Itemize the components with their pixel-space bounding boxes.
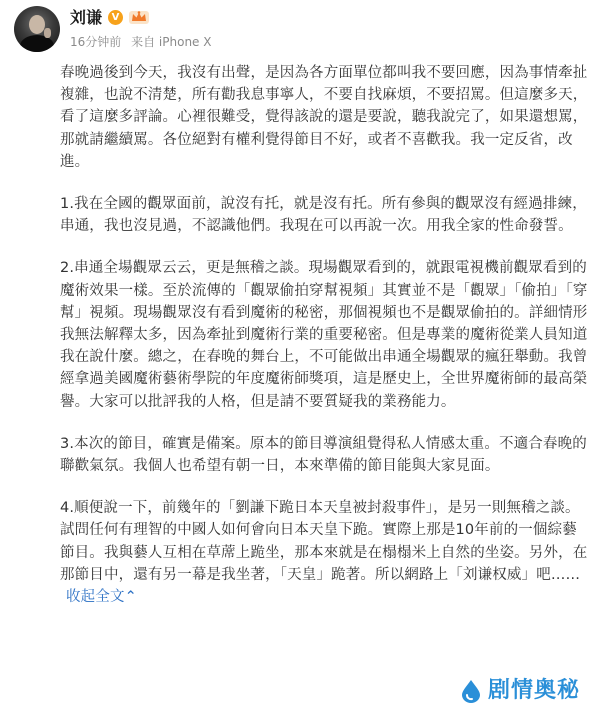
droplet-logo-icon: [458, 678, 484, 704]
watermark: [456, 676, 596, 706]
post-paragraph-text: 4.順便說一下，前幾年的「劉謙下跪日本天皇被封殺事件」，是另一則無稽之談。試問任何有理智的中國人如何會向日本天皇下跪。實際上那是10年前的一個綜藝節目。我與藝人互相在草蓆上跪坐，那本來就是在榻榻米上自然的坐姿。另外，在那節目中，還有另一幕是我坐著，「天皇」跪著。所以網路上「刘谦权威」吧……: [60, 500, 588, 583]
chevron-up-icon: ⌃: [124, 589, 137, 606]
crown-member-icon[interactable]: [128, 8, 150, 26]
post-paragraph: 春晚過後到今天，我沒有出聲，是因為各方面單位都叫我不要回應，因為事情牽扯複雜，也說不清楚，所有勸我息事寧人，不要自找麻煩，不要招罵。但這麼多天，看了這麼多評論。心裡很難受，覺得該說的還是要說，聽我說完了，如果還想罵，那就請繼續罵。各位絕對有權利覺得節目不好，或者不喜歡我。我一定反省，改進。: [60, 65, 588, 170]
post-paragraph: 2.串通全場觀眾云云，更是無稽之談。現場觀眾看到的，就跟電視機前觀眾看到的魔術效果一樣。至於流傳的「觀眾偷拍穿幫視頻」其實並不是「觀眾」「偷拍」「穿幫」視頻。現場觀眾沒有看到魔術的秘密，那個視頻也不是觀眾偷拍的。詳細情形我無法解釋太多，因為牽扯到魔術行業的重要秘密。但是專業的魔術從業人員知道我在說什麼。總之，在春晚的舞台上，不可能做出串通全場觀眾的瘋狂舉動。我曾經拿過美國魔術藝術學院的年度魔術師獎項，這是歷史上，全世界魔術師的最高榮譽。大家可以批評我的人格，但是請不要質疑我的業務能力。: [60, 260, 588, 410]
avatar[interactable]: [14, 6, 60, 52]
collapse-text-link[interactable]: [66, 589, 137, 605]
watermark-text: 剧情奥秘: [488, 678, 581, 703]
post-paragraph-last: [60, 497, 590, 608]
post-time: 16分钟前: [70, 35, 122, 49]
post-paragraph: 3.本次的節目，確實是備案。原本的節目導演組覺得私人情感太重。不適合春晚的聯歡氣氛。我個人也希望有朝一日，本來準備的節目能與大家見面。: [60, 435, 587, 475]
post-header: [0, 0, 600, 58]
post-body: [60, 62, 590, 628]
post-paragraph: 1.我在全國的觀眾面前，說沒有托，就是沒有托。所有參與的觀眾沒有經過排練，串通，我也沒見過，不認識他們。我現在可以再說一次。用我全家的性命發誓。: [60, 196, 587, 235]
collapse-text-label: 收起全文: [66, 589, 125, 606]
author-name[interactable]: 刘谦: [70, 8, 103, 27]
verified-badge-icon: V: [108, 10, 123, 25]
post-meta: [70, 34, 217, 50]
post-source[interactable]: 来自 iPhone X: [131, 35, 212, 49]
